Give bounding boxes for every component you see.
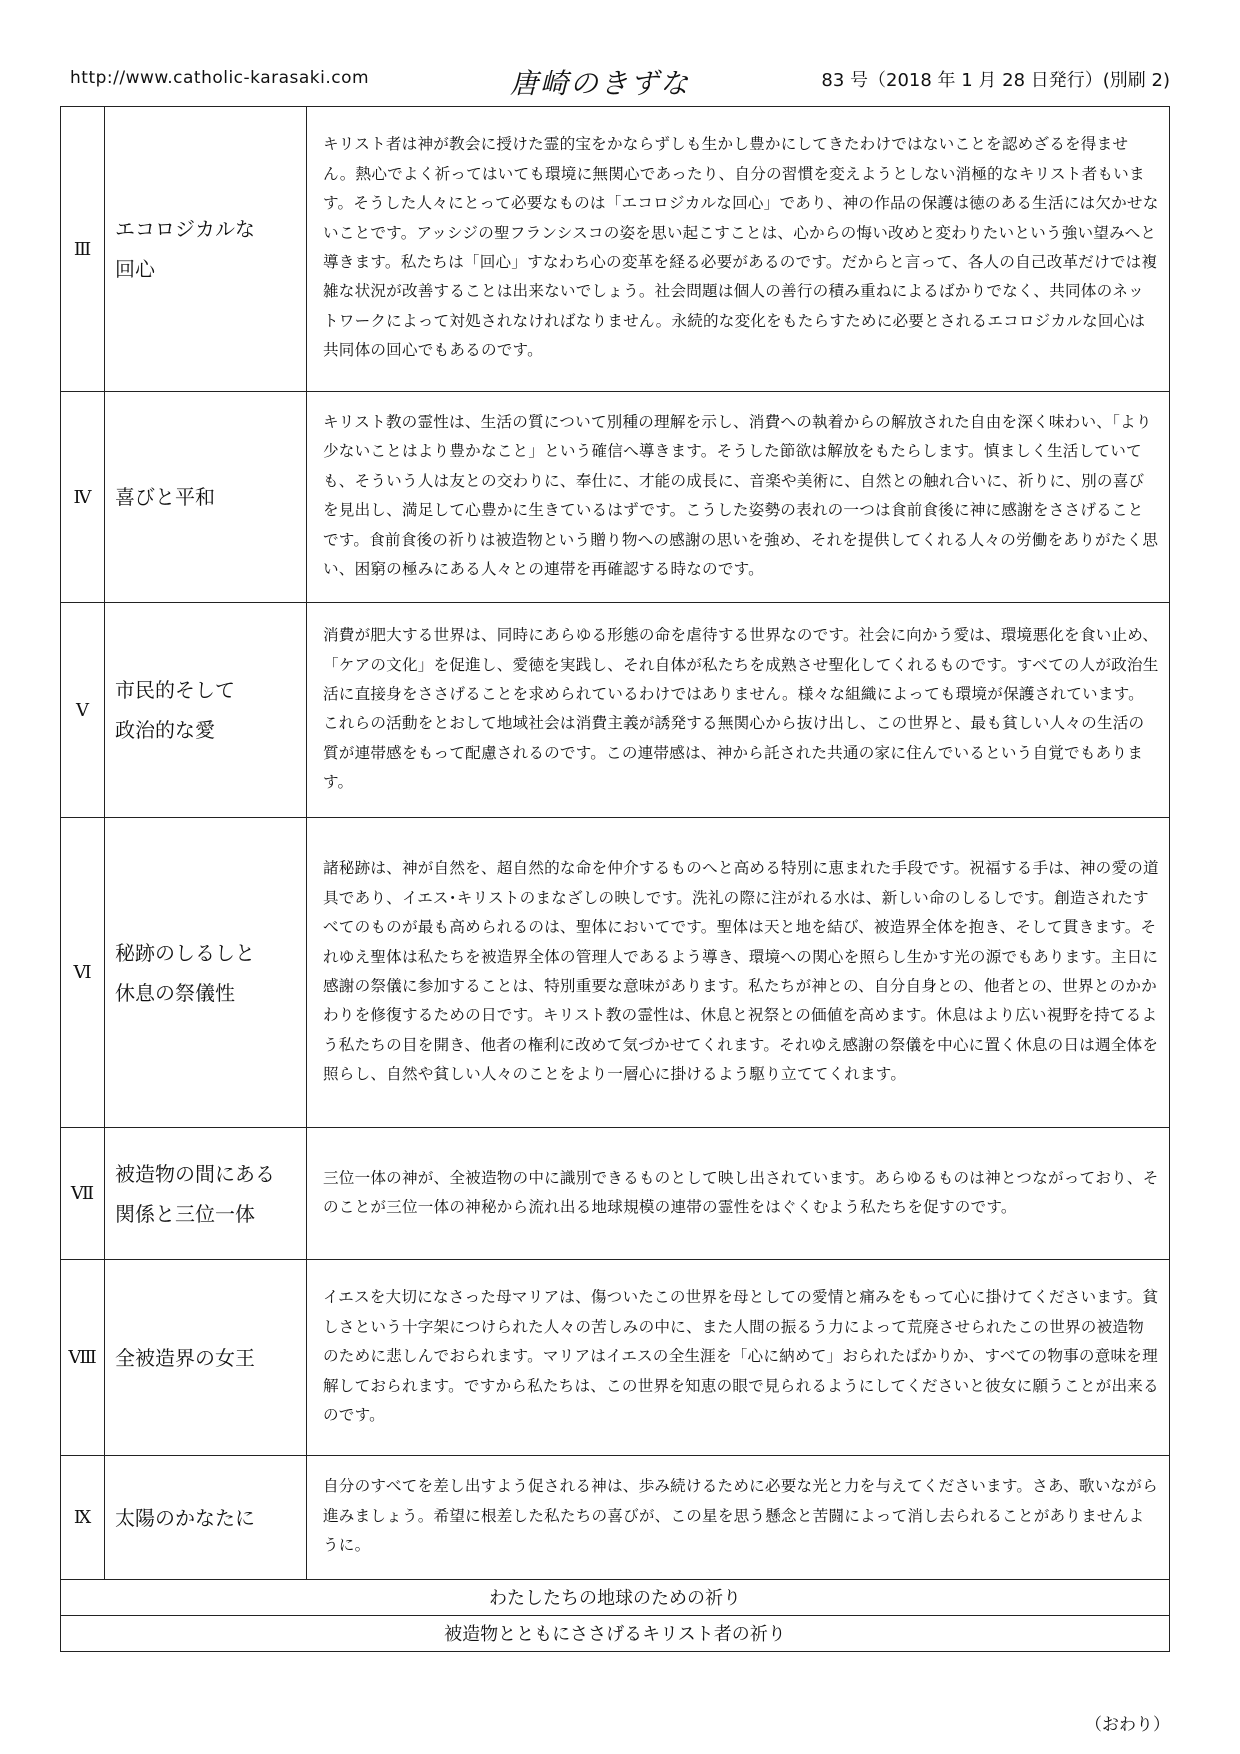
section-title: [105, 107, 307, 392]
section-number: Ⅵ: [61, 818, 105, 1128]
section-title-line: 被造物の間にある: [115, 1161, 275, 1186]
section-number: Ⅲ: [61, 107, 105, 392]
section-number: Ⅷ: [61, 1260, 105, 1456]
section-title: [105, 603, 307, 818]
section-title-line: 政治的な愛: [115, 718, 215, 743]
closing-note: （おわり）: [1085, 1715, 1170, 1735]
section-number: Ⅶ: [61, 1128, 105, 1260]
section-number: Ⅳ: [61, 392, 105, 603]
section-title-line: エコロジカルな: [115, 217, 255, 241]
section-title: [105, 1128, 307, 1260]
newsletter-title: 唐崎のきずな: [510, 67, 691, 100]
prayer-title: わたしたちの地球のための祈り: [61, 1579, 1170, 1615]
page-header: [70, 64, 1170, 100]
section-title-line: 市民的そして: [115, 678, 235, 703]
section-text: イエスを大切になさった母マリアは、傷ついたこの世界を母としての愛情と痛みをもって心に掛けてくださいます。貧しさという十字架につけられた人々の苦しみの中に、また人間の振るう力によって荒廃させられたこの世界の被造物のために悲しんでおられます。マリアはイエスの全生涯を「心に納めて」おられたばかりか、すべての物事の意味を理解しておられます。ですから私たちは、この世界を知恵の眼で見られるようにしてくださいと彼女に願うことが出来るのです。: [307, 1260, 1170, 1456]
issue-info: 83 号（2018 年 1 月 28 日発行）(別刷 2): [821, 70, 1170, 91]
section-title: [105, 392, 307, 603]
section-title: [105, 1260, 307, 1456]
section-row-8: [61, 1260, 1170, 1456]
site-url[interactable]: http://www.catholic-karasaki.com: [70, 68, 370, 88]
section-title-line: 太陽のかなたに: [115, 1505, 255, 1530]
prayer-row: [61, 1615, 1170, 1651]
section-text: 三位一体の神が、全被造物の中に識別できるものとして映し出されています。あらゆるものは神とつながっており、そのことが三位一体の神秘から流れ出る地球規模の連帯の霊性をはぐくむよう私たちを促すのです。: [307, 1128, 1170, 1260]
prayer-title: 被造物とともにささげるキリスト者の祈り: [61, 1615, 1170, 1651]
section-text: 消費が肥大する世界は、同時にあらゆる形態の命を虐待する世界なのです。社会に向かう愛は、環境悪化を食い止め、「ケアの文化」を促進し、愛徳を実践し、それ自体が私たちを成熟させ聖化してくれるものです。すべての人が政治生活に直接身をささげることを求められているわけではありません。様々な組織によっても環境が保護されています。これらの活動をとおして地域社会は消費主義が誘発する無関心から抜け出し、この世界と、最も貧しい人々の生活の質が連帯感をもって配慮されるのです。この連帯感は、神から託された共通の家に住んでいるという自覚でもあります。: [307, 603, 1170, 818]
section-number: Ⅴ: [61, 603, 105, 818]
section-row-4: [61, 392, 1170, 603]
section-title-line: 回心: [115, 257, 155, 281]
section-row-6: [61, 818, 1170, 1128]
section-text: キリスト者は神が教会に授けた霊的宝をかならずしも生かし豊かにしてきたわけではないことを認めざるを得ません。熱心でよく祈ってはいても環境に無関心であったり、自分の習慣を変えようとしない消極的なキリスト者もいます。そうした人々にとって必要なものは「エコロジカルな回心」であり、神の作品の保護は徳のある生活には欠かせないことです。アッシジの聖フランシスコの姿を思い起こすことは、心からの悔い改めと変わりたいという強い望みへと導きます。私たちは「回心」すなわち心の変革を経る必要があるのです。だからと言って、各人の自己改革だけでは複雑な状況が改善することは出来ないでしょう。社会問題は個人の善行の積み重ねによるばかりでなく、共同体のネットワークによって対処されなければなりません。永続的な変化をもたらすために必要とされるエコロジカルな回心は共同体の回心でもあるのです。: [307, 107, 1170, 392]
section-row-9: [61, 1456, 1170, 1579]
section-title-line: 休息の祭儀性: [115, 980, 235, 1005]
prayer-row: [61, 1579, 1170, 1615]
section-title-line: 関係と三位一体: [115, 1201, 255, 1226]
section-row-3: [61, 107, 1170, 392]
section-row-7: [61, 1128, 1170, 1260]
section-text: 自分のすべてを差し出すよう促される神は、歩み続けるために必要な光と力を与えてくださいます。さあ、歌いながら進みましょう。希望に根差した私たちの喜びが、この星を思う懸念と苦闘によって消し去られることがありませんように。: [307, 1456, 1170, 1579]
section-text: 諸秘跡は、神が自然を、超自然的な命を仲介するものへと高める特別に恵まれた手段です。祝福する手は、神の愛の道具であり、イエス･キリストのまなざしの映しです。洗礼の際に注がれる水は、新しい命のしるしです。創造されたすべてのものが最も高められるのは、聖体においてです。聖体は天と地を結び、被造界全体を抱き、そして貫きます。それゆえ聖体は私たちを被造界全体の管理人であるよう導き、環境への関心を照らし生かす光の源でもあります。主日に感謝の祭儀に参加することは、特別重要な意味があります。私たちが神との、自分自身との、他者との、世界とのかかわりを修復するための日です。キリスト教の霊性は、休息と祝祭との価値を高めます。休息はより広い視野を持てるよう私たちの目を開き、他者の権利に改めて気づかせてくれます。それゆえ感謝の祭儀を中心に置く休息の日は週全体を照らし、自然や貧しい人々のことをより一層心に掛けるよう駆り立ててくれます。: [307, 818, 1170, 1128]
content-table: [60, 106, 1170, 1652]
section-title-line: 秘跡のしるしと: [115, 940, 255, 965]
section-text: キリスト教の霊性は、生活の質について別種の理解を示し、消費への執着からの解放された自由を深く味わい、「より少ないことはより豊かなこと」という確信へ導きます。そうした節欲は解放をもたらします。慎ましく生活していても、そういう人は友との交わりに、奉仕に、才能の成長に、音楽や美術に、自然との触れ合いに、祈りに、別の喜びを見出し、満足して心豊かに生きているはずです。こうした姿勢の表れの一つは食前食後に神に感謝をささげることです。食前食後の祈りは被造物という贈り物への感謝の思いを強め、それを提供してくれる人々の労働をありがたく思い、困窮の極みにある人々との連帯を再確認する時なのです。: [307, 392, 1170, 603]
section-row-5: [61, 603, 1170, 818]
section-title: [105, 818, 307, 1128]
section-title-line: 全被造界の女王: [115, 1345, 255, 1370]
section-title: [105, 1456, 307, 1579]
section-number: Ⅸ: [61, 1456, 105, 1579]
section-title-line: 喜びと平和: [115, 485, 215, 510]
